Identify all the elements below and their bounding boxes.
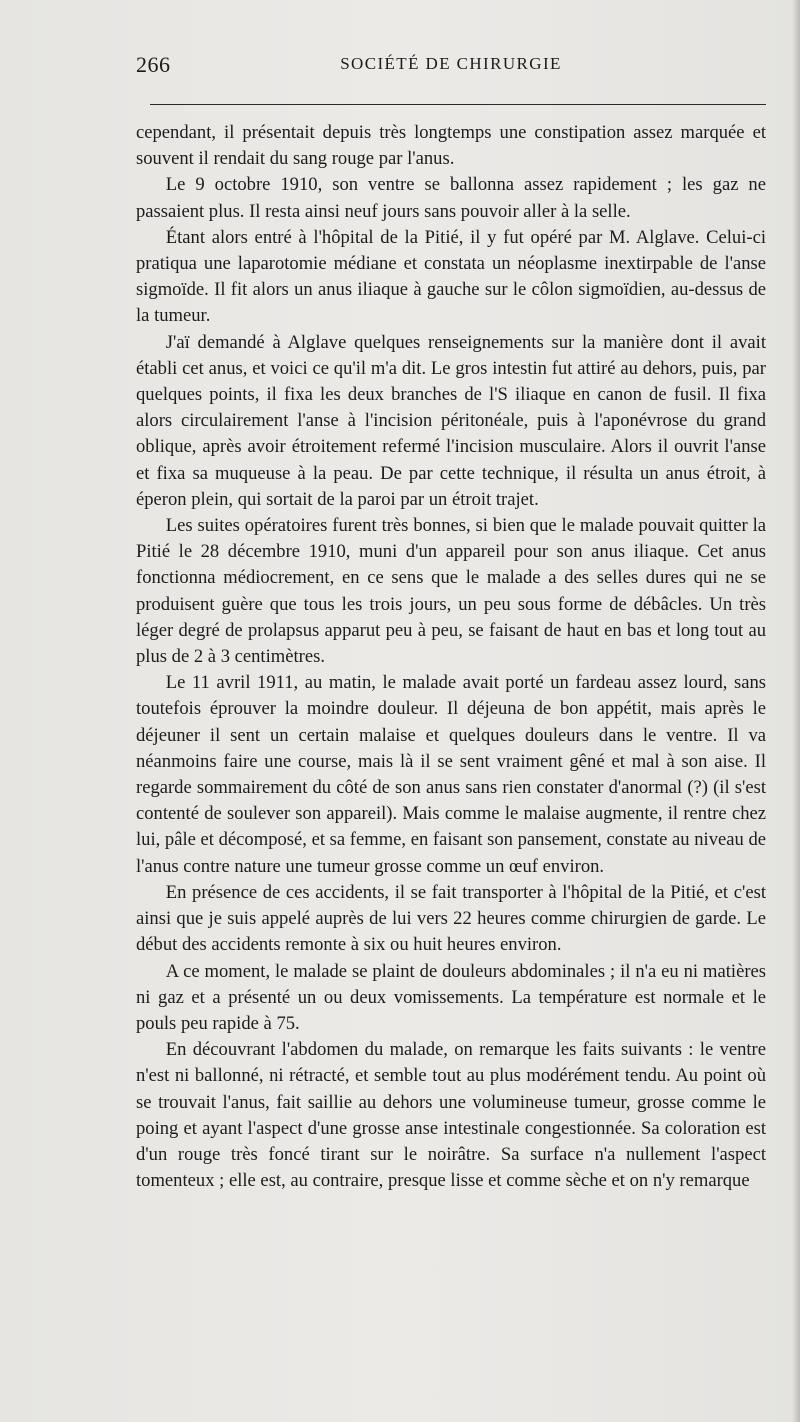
header-rule [150, 104, 766, 105]
paragraph: J'aï demandé à Alglave quelques renseignements sur la manière dont il avait établi cet anus, et voici ce qu'il m'a dit. Le gros intestin fut attiré au dehors, puis, par quelques points, il fixa les deux branches de l'S iliaque en canon de fusil. Il fixa alors circulairement l'anse à l'incision péritonéale, puis à l'aponévrose du grand oblique, après avoir étroitement refermé l'incision musculaire. Alors il ouvrit l'anse et fixa sa muqueuse à la peau. De par cette technique, il résulta un anus étroit, à éperon plein, qui sortait de la paroi par un étroit trajet. [136, 331, 766, 510]
page-header [136, 52, 766, 82]
paragraph: cependant, il présentait depuis très longtemps une constipation assez marquée et souvent il rendait du sang rouge par l'anus. [136, 122, 766, 170]
paragraph: En découvrant l'abdomen du malade, on remarque les faits suivants : le ventre n'est ni ballonné, ni rétracté, et semble tout au plus modérément tendu. Au point où se trouvait l'anus, fait saillie au dehors une volumineuse tumeur, grosse comme le poing et ayant l'aspect d'une grosse anse intestinale congestionnée. Sa coloration est d'un rouge très foncé tirant sur le noirâtre. Sa surface n'a nullement l'aspect tomenteux ; elle est, au contraire, presque lisse et comme sèche et on n'y remarque [136, 1039, 766, 1192]
body-text [136, 120, 766, 1194]
paragraph: Le 11 avril 1911, au matin, le malade avait porté un fardeau assez lourd, sans toutefois éprouver la moindre douleur. Il déjeuna de bon appétit, mais après le déjeuner il sent un certain malaise et quelques douleurs dans le ventre. Il va néanmoins faire une course, mais là il se sent vraiment gêné et mal à son aise. Il regarde sommairement du côté de son anus sans rien constater d'anormal (?) (il s'est contenté de soulever son appareil). Mais comme le malaise augmente, il rentre chez lui, pâle et décomposé, et sa femme, en faisant son pansement, constate au niveau de l'anus contre nature une tumeur grosse comme un œuf environ. [136, 672, 766, 877]
paragraph: A ce moment, le malade se plaint de douleurs abdominales ; il n'a eu ni matières ni gaz et a présenté un ou deux vomissements. La température est normale et le pouls peu rapide à 75. [136, 960, 766, 1034]
paragraph: Le 9 octobre 1910, son ventre se ballonna assez rapidement ; les gaz ne passaient plus. Il resta ainsi neuf jours sans pouvoir aller à la selle. [136, 174, 766, 222]
paragraph: En présence de ces accidents, il se fait transporter à l'hôpital de la Pitié, et c'est ainsi que je suis appelé auprès de lui vers 22 heures comme chirurgien de garde. Le début des accidents remonte à six ou huit heures environ. [136, 881, 766, 956]
paragraph: Étant alors entré à l'hôpital de la Pitié, il y fut opéré par M. Alglave. Celui-ci pratiqua une laparotomie médiane et constata un néoplasme inextirpable de l'anse sigmoïde. Il fit alors un anus iliaque à gauche sur le côlon sigmoïdien, au-dessus de la tumeur. [136, 226, 766, 327]
running-head: SOCIÉTÉ DE CHIRURGIE [340, 54, 562, 73]
page-edge-shadow [792, 0, 800, 1422]
paragraph: Les suites opératoires furent très bonnes, si bien que le malade pouvait quitter la Pitié le 28 décembre 1910, muni d'un appareil pour son anus iliaque. Cet anus fonctionna médiocrement, en ce sens que le malade a des selles dures qui ne se produisent guère que tous les trois jours, un peu sous forme de débâcles. Un très léger degré de prolapsus apparut peu à peu, se faisant de haut en bas et long tout au plus de 2 à 3 centimètres. [136, 515, 766, 668]
page-number: 266 [136, 52, 171, 77]
